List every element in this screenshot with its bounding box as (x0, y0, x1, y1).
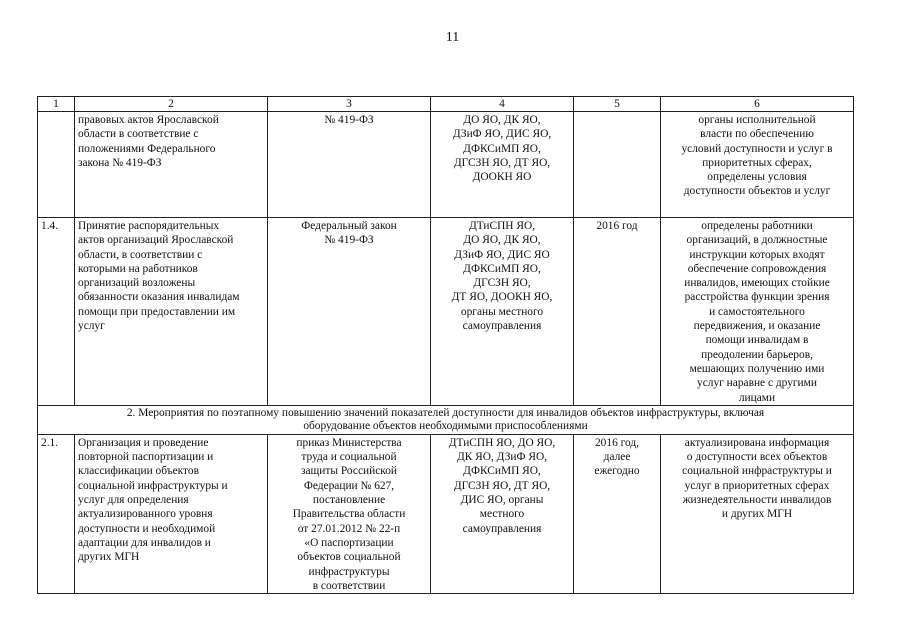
text-line: закона № 419-ФЗ (78, 156, 162, 169)
text-line: труда и социальной (301, 451, 397, 464)
basis-cell (268, 112, 431, 218)
text-line: условий доступности и услуг в (681, 142, 833, 155)
text-line: доступности и необходимой (78, 522, 216, 535)
text-line: актуализированного уровня (78, 508, 213, 521)
term-cell (574, 434, 661, 593)
text-line: самоуправления (462, 320, 542, 333)
text-line: ДЗиФ ЯО, ДИС ЯО (454, 248, 550, 261)
header-col-2: 2 (75, 97, 268, 112)
section-2-heading (38, 405, 854, 434)
text-line: ДЗиФ ЯО, ДИС ЯО, (452, 128, 552, 141)
text-line: передвижения, и оказание (693, 320, 821, 333)
header-col-3: 3 (268, 97, 431, 112)
text-line: ДК ЯО, ДЗиФ ЯО, (456, 451, 548, 464)
text-line: Организация и проведение (78, 436, 209, 449)
text-line: постановление (312, 494, 386, 507)
table-row-2-1 (38, 434, 854, 593)
text-line: ДТиСПН ЯО, (468, 220, 536, 232)
text-line: 2016 год (596, 220, 638, 232)
text-line: помощи при предоставлении им (78, 305, 236, 318)
text-line: которыми на работников (78, 262, 198, 275)
text-line: социальной инфраструктуры и (682, 465, 832, 478)
text-line: ДИС ЯО, органы (460, 494, 544, 507)
text-line: организаций возложены (78, 277, 196, 290)
text-line: адаптации для инвалидов и (78, 536, 211, 549)
text-line: оборудование объектов необходимыми приспособлениями (303, 420, 588, 433)
text-line: ДГСЗН ЯО, ДТ ЯО, (453, 156, 551, 169)
row-number (38, 112, 75, 218)
text-line: Федерации № 627, (303, 479, 395, 492)
text-line: преодолении барьеров, (701, 348, 813, 361)
text-line: мешающих получению ими (689, 362, 825, 375)
text-line: ДТ ЯО, ДООКН ЯО, (451, 291, 553, 304)
text-line: актуализирована информация (684, 436, 830, 449)
text-line: определены условия (707, 171, 807, 184)
text-line: о доступности всех объектов (686, 451, 828, 464)
text-line: инфраструктуры (308, 565, 390, 578)
text-line: ежегодно (594, 465, 640, 478)
text-line: услуг в приоритетных сферах (684, 479, 830, 492)
section-heading-row (38, 405, 854, 434)
text-line: инвалидов, имеющих стойкие (684, 277, 830, 290)
text-line: организаций, в должностные (686, 234, 828, 247)
term-cell (574, 112, 661, 218)
text-line: классификации объектов (78, 465, 199, 478)
table-row-continued (38, 112, 854, 218)
text-line: ДФКСиМП ЯО, (463, 262, 541, 275)
text-line: жизнедеятельности инвалидов (682, 494, 832, 507)
text-line: 2. Мероприятия по поэтапному повышению значений показателей доступности для инвалидов объектов инфраструктуры, включая (126, 406, 765, 419)
measure-cell (75, 434, 268, 593)
table-header-row (38, 97, 854, 112)
text-line: положениями Федерального (78, 142, 216, 155)
executors-cell (431, 218, 574, 406)
basis-cell (268, 218, 431, 406)
text-line: ДО ЯО, ДК ЯО, (463, 114, 541, 126)
measures-table (37, 96, 854, 594)
text-line: доступности объектов и услуг (683, 185, 831, 198)
text-line: приказ Министерства (296, 436, 402, 449)
text-line: 2016 год, (594, 436, 640, 449)
text-line: защиты Российской (300, 465, 398, 478)
text-line: самоуправления (462, 522, 542, 535)
text-line: органы исполнительной (698, 114, 816, 126)
text-line: актов организаций Ярославской (78, 234, 234, 247)
header-col-6: 6 (661, 97, 854, 112)
text-line: определены работники (701, 220, 813, 232)
result-cell (661, 112, 854, 218)
text-line: ДГСЗН ЯО, ДТ ЯО, (453, 479, 551, 492)
measure-cell (75, 112, 268, 218)
text-line: ДГСЗН ЯО, (473, 277, 531, 290)
text-line: Правительства области (292, 508, 406, 521)
text-line: и самостоятельного (709, 305, 805, 318)
text-line: Федеральный закон (301, 220, 397, 232)
executors-cell (431, 112, 574, 218)
text-line: лицами (738, 391, 776, 404)
text-line: далее (603, 451, 631, 464)
text-line: № 419-ФЗ (324, 234, 374, 247)
text-line: помощи инвалидам в (705, 334, 809, 347)
text-line: повторной паспортизации и (78, 451, 214, 464)
text-line: обязанности оказания инвалидам (78, 291, 240, 304)
text-line: Принятие распорядительных (78, 220, 220, 232)
text-line: приоритетных сферах, (702, 156, 812, 169)
text-line: расстройства функции зрения (684, 291, 830, 304)
page-number: 11 (445, 30, 460, 45)
text-line: местного (479, 508, 525, 521)
text-line: услуг наравне с другими (697, 377, 817, 390)
text-line: органы местного (460, 305, 544, 318)
text-line: ДФКСиМП ЯО, (463, 142, 541, 155)
header-col-1: 1 (38, 97, 75, 112)
row-number: 2.1. (38, 434, 75, 593)
text-line: и других МГН (721, 508, 793, 521)
text-line: «О паспортизации (304, 536, 394, 549)
basis-cell (268, 434, 431, 593)
text-line: от 27.01.2012 № 22-п (297, 522, 401, 535)
text-line: ДТиСПН ЯО, ДО ЯО, (448, 436, 556, 449)
text-line: области, в соответствии с (78, 248, 203, 261)
text-line: области в соответствие с (78, 128, 199, 141)
text-line: других МГН (78, 551, 140, 564)
text-line: правовых актов Ярославской (78, 114, 219, 126)
text-line: ДООКН ЯО (472, 171, 532, 184)
text-line: власти по обеспечению (700, 128, 814, 141)
text-line: услуг для определения (78, 494, 189, 507)
header-col-4: 4 (431, 97, 574, 112)
text-line: ДФКСиМП ЯО, (463, 465, 541, 478)
executors-cell (431, 434, 574, 593)
text-line: социальной инфраструктуры и (78, 479, 228, 492)
row-number: 1.4. (38, 218, 75, 406)
result-cell (661, 218, 854, 406)
measure-cell (75, 218, 268, 406)
text-line: № 419-ФЗ (324, 114, 374, 126)
text-line: ДО ЯО, ДК ЯО, (463, 234, 541, 247)
text-line: инструкции которых входят (689, 248, 825, 261)
term-cell (574, 218, 661, 406)
text-line: обеспечение сопровождения (687, 262, 827, 275)
result-cell (661, 434, 854, 593)
text-line: в соответствии (312, 579, 386, 592)
table-row-1-4 (38, 218, 854, 406)
text-line: услуг (78, 320, 105, 333)
header-col-5: 5 (574, 97, 661, 112)
text-line: объектов социальной (297, 551, 401, 564)
